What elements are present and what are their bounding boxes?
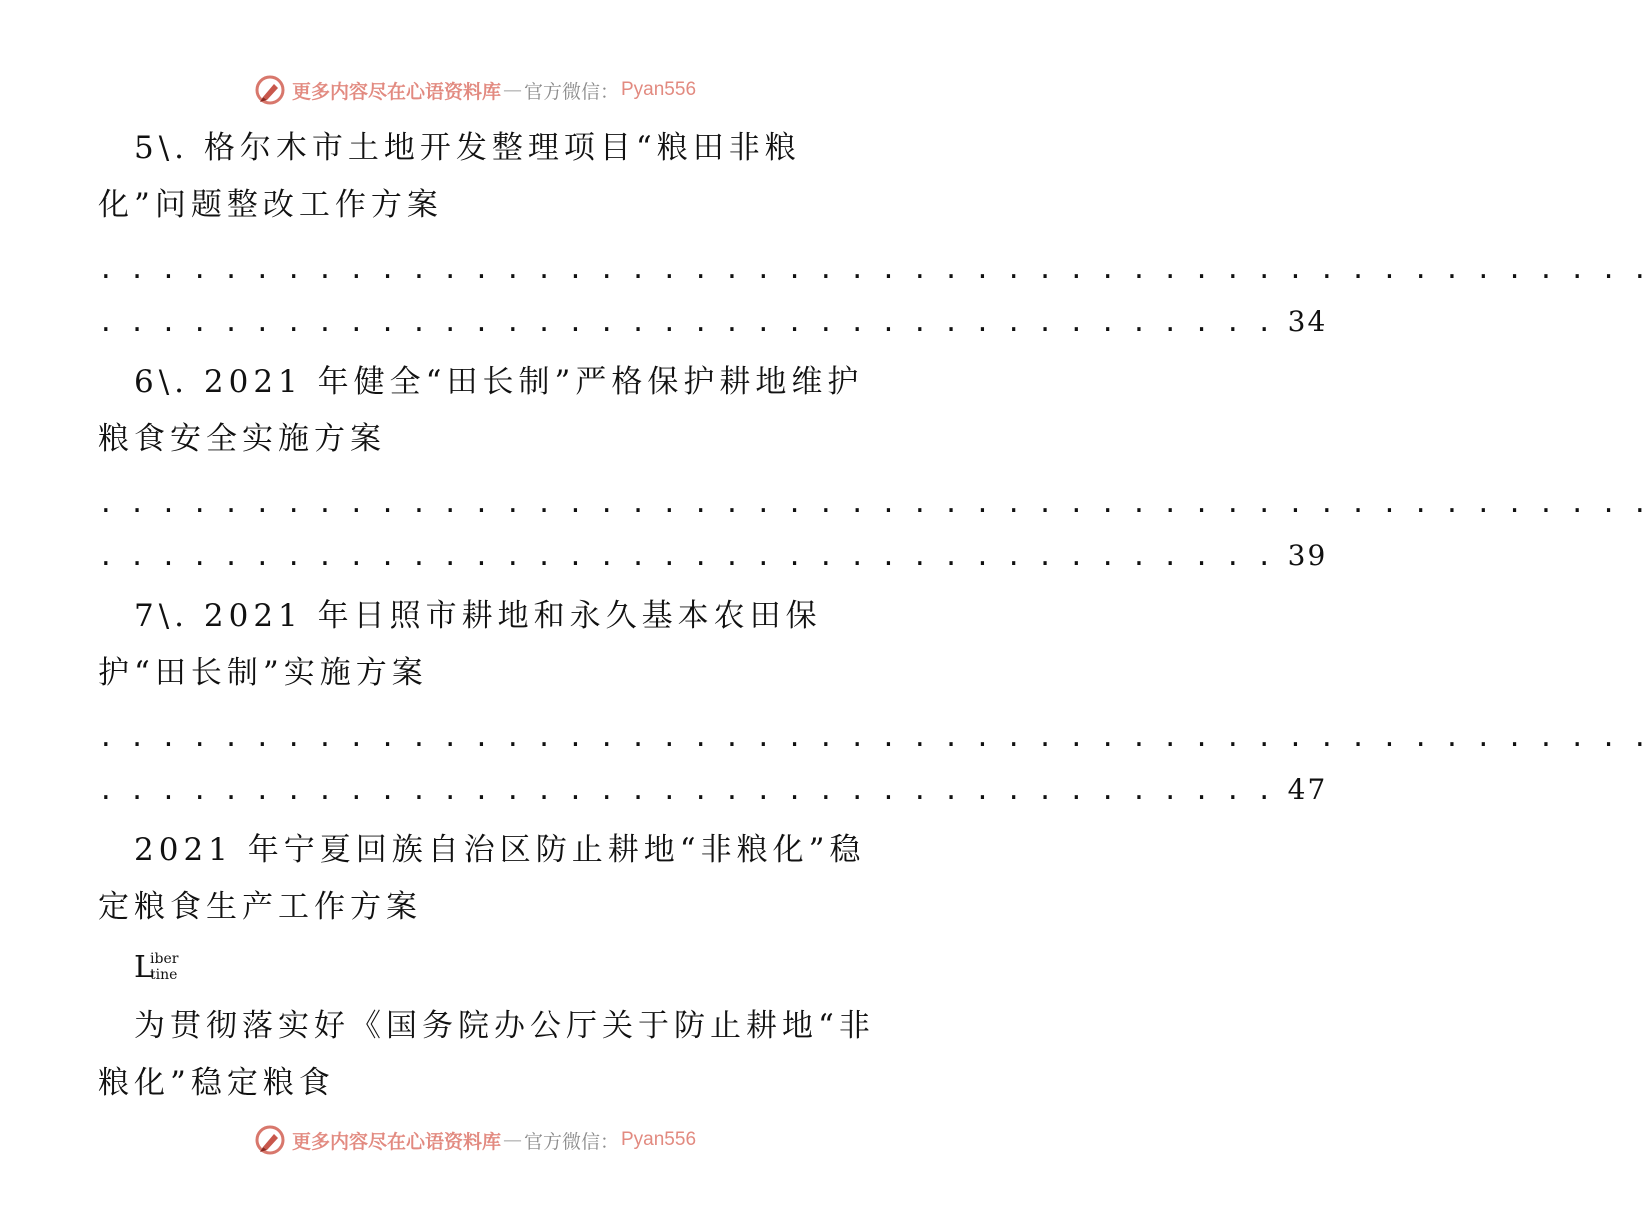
- section-heading-line2: 定粮食生产工作方案: [98, 889, 422, 925]
- body-paragraph-line1: 为贯彻落实好《国务院办公厅关于防止耕地“非: [134, 1008, 875, 1044]
- watermark-banner-bottom: [0, 1120, 950, 1160]
- toc-item-5-leader-row: . . . . . . . . . . . . . . . . . . . . . . . . . . . . . . . . . . . . . . 34: [98, 305, 1328, 338]
- toc-item-5-page: 34: [1287, 305, 1328, 338]
- toc-item-5-line2: 化”问题整改工作方案: [98, 187, 443, 223]
- toc-item-5-dot-leader: . . . . . . . . . . . . . . . . . . . . . . . . . . . . . . . . . . . . . . . . . . . . . . . . . .: [98, 255, 1648, 285]
- liber-logo-letter: L: [134, 950, 154, 985]
- banner-wechat-id: Pyan556: [621, 79, 697, 100]
- banner-text: 更多内容尽在心语资料库: [291, 80, 501, 103]
- toc-item-7-dot-leader: . . . . . . . . . . . . . . . . . . . . . . . . . . . . . . . . . . . . . . . . . . . . . . . . . .: [98, 723, 1648, 753]
- watermark-banner-top: [0, 70, 950, 110]
- toc-item-6-line1: 6\. 2021 年健全“田长制”严格保护耕地维护: [134, 364, 864, 400]
- toc-item-7-leader-row: . . . . . . . . . . . . . . . . . . . . . . . . . . . . . . . . . . . . . . 47: [98, 773, 1328, 806]
- toc-item-7-page: 47: [1287, 773, 1328, 806]
- toc-item-7-line2: 护“田长制”实施方案: [98, 655, 428, 691]
- liber-tine-logo: [134, 952, 194, 988]
- section-heading-line1: 2021 年宁夏回族自治区防止耕地“非粮化”稳: [134, 832, 866, 868]
- liber-logo-bottom: tine: [150, 967, 178, 983]
- toc-item-6-line2: 粮食安全实施方案: [98, 421, 386, 457]
- body-paragraph-line2: 粮化”稳定粮食: [98, 1065, 335, 1101]
- toc-item-6-page: 39: [1287, 539, 1328, 572]
- toc-item-6-leader-row: . . . . . . . . . . . . . . . . . . . . . . . . . . . . . . . . . . . . . . 39: [98, 539, 1328, 572]
- banner-wechat-label: 官方微信：: [523, 1130, 619, 1153]
- banner-wechat-label: 官方微信：: [523, 80, 619, 103]
- toc-item-7-line1: 7\. 2021 年日照市耕地和永久基本农田保: [134, 598, 822, 634]
- pen-logo-icon: [254, 74, 286, 106]
- banner-wechat-id: Pyan556: [621, 1129, 697, 1150]
- toc-item-5-line1: 5\. 格尔木市土地开发整理项目“粮田非粮: [134, 130, 801, 166]
- banner-dash: —: [502, 79, 522, 101]
- toc-item-6-dot-leader: . . . . . . . . . . . . . . . . . . . . . . . . . . . . . . . . . . . . . . . . . . . . . . . . . .: [98, 489, 1648, 519]
- pen-logo-icon: [254, 1124, 286, 1156]
- liber-logo-top: iber: [150, 951, 179, 967]
- banner-dash: —: [502, 1129, 522, 1151]
- banner-text: 更多内容尽在心语资料库: [291, 1130, 501, 1153]
